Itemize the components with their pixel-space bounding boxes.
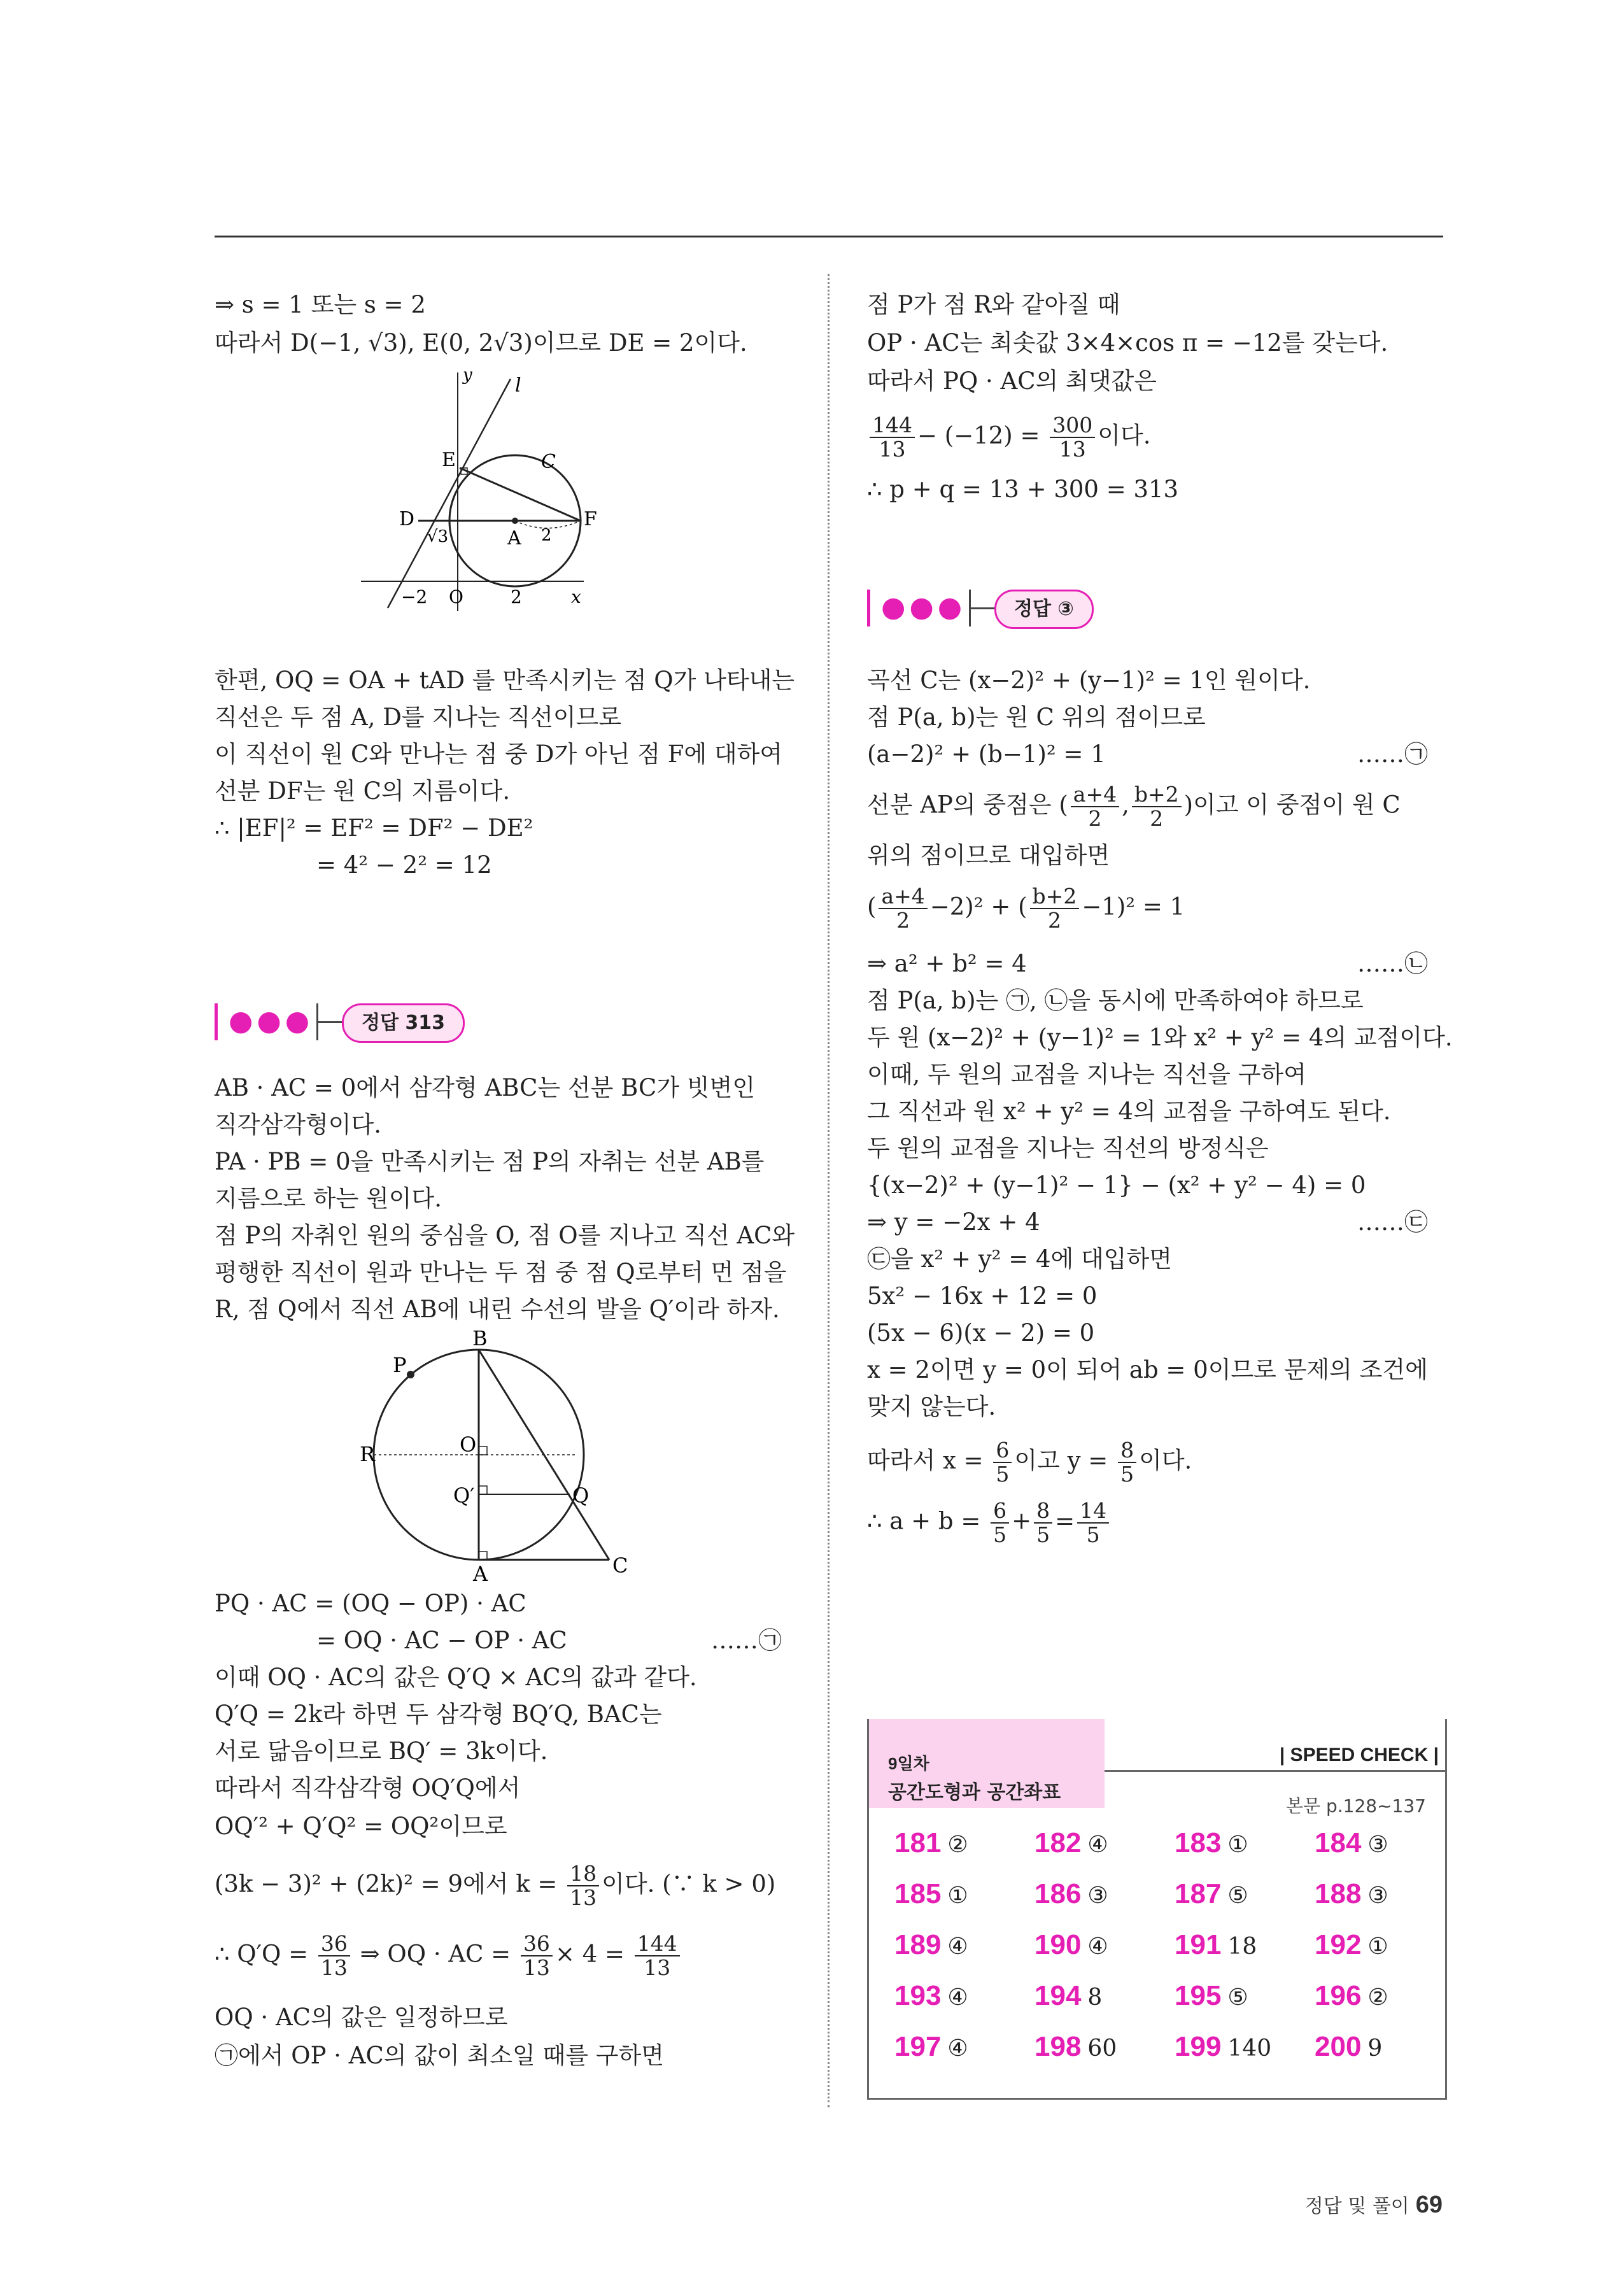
speed-check-item (894, 1980, 968, 2014)
label-c: C (541, 451, 556, 473)
page-number: 69 (1415, 2191, 1443, 2218)
problem-answer: 9 (1367, 2035, 1383, 2062)
speed-check-item (1175, 1929, 1257, 1963)
text-span: − (−12) = (917, 421, 1048, 449)
problem-number: 181 (894, 1827, 942, 1858)
text-span: ( (867, 893, 877, 921)
top-rule (215, 236, 1443, 237)
text-line: 점 P의 자취인 원의 중심을 O, 점 O를 지나고 직선 AC와 (215, 1222, 795, 1249)
text-line: ㉠에서 OP · AC의 값이 최소일 때를 구하면 (215, 2042, 664, 2069)
text-line: ⇒ a² + b² = 4 (867, 950, 1027, 977)
text-line: OQ · AC의 값은 일정하므로 (215, 2004, 508, 2031)
label-p: P (393, 1353, 407, 1377)
fraction: $\frac{6}{5}$ (991, 1499, 1009, 1546)
label-qprime: Q′ (453, 1483, 475, 1508)
label-o: O (460, 1433, 477, 1457)
label-l: l (515, 374, 521, 397)
problem-answer: ① (947, 1883, 968, 1909)
text-line: OP · AC는 최솟값 3×4×cos π = −12를 갖는다. (867, 329, 1388, 357)
problem-number: 197 (894, 2031, 942, 2062)
problem-answer: ④ (947, 1934, 968, 1960)
label-neg2: −2 (401, 586, 428, 607)
label-c2: C (612, 1553, 628, 1578)
fraction: $\frac{a+4}{2}$ (1071, 783, 1119, 830)
problem-number: 184 (1315, 1827, 1362, 1858)
text-line: {(x−2)² + (y−1)² − 1} − (x² + y² − 4) = 0 (867, 1171, 1366, 1199)
text-line: 두 원의 교점을 지나는 직선의 방정식은 (867, 1135, 1269, 1162)
text-span: + (1012, 1507, 1032, 1535)
problem-answer: ② (947, 1832, 968, 1858)
fraction: $\frac{144}{13}$ (870, 414, 915, 461)
column-divider (828, 274, 830, 2107)
speed-check-rule (1105, 1770, 1445, 1772)
speed-check-item (1034, 1929, 1108, 1963)
problem-answer: ② (1367, 1984, 1388, 2011)
problem-answer: ④ (947, 1984, 968, 2011)
mark-b: ……㉡ (1357, 950, 1428, 977)
text-line: 직선은 두 점 A, D를 지나는 직선이므로 (215, 704, 622, 731)
label-x2: 2 (511, 586, 522, 607)
problem-number: 190 (1034, 1929, 1082, 1960)
speed-check-item (1315, 1827, 1388, 1861)
day-label: 9일차 (888, 1754, 929, 1773)
speed-check-label: | SPEED CHECK | (1279, 1744, 1439, 1765)
right-angle-o (479, 1447, 487, 1455)
label-sqrt3: √3 (427, 527, 449, 546)
fraction: $\frac{b+2}{2}$ (1132, 783, 1182, 830)
fraction: $\frac{8}{5}$ (1118, 1439, 1136, 1486)
figure-circle-tangent (348, 365, 597, 614)
text-line: 따라서 D(−1, √3), E(0, 2√3)이므로 DE = 2이다. (215, 329, 747, 357)
text-line: 점 P가 점 R와 같아질 때 (867, 291, 1120, 318)
problem-number: 191 (1175, 1929, 1222, 1960)
text-span: ∴ a + b = (867, 1507, 989, 1535)
problem-number: 186 (1034, 1878, 1082, 1909)
text-line: 직각삼각형이다. (215, 1111, 381, 1138)
speed-check-item (1315, 1929, 1388, 1963)
label-e: E (442, 449, 456, 471)
center-point-a (512, 518, 518, 524)
fraction: $\frac{8}{5}$ (1034, 1499, 1052, 1546)
text-span: 따라서 x = (867, 1447, 991, 1475)
page-footer (1305, 2190, 1443, 2219)
problem-number: 192 (1315, 1929, 1362, 1960)
speed-check-item (1315, 1980, 1388, 2014)
right-angle-qp (479, 1486, 487, 1494)
text-span: 이다. (1098, 421, 1151, 449)
problem-answer: 60 (1087, 2035, 1117, 2062)
text-line: ∴ p + q = 13 + 300 = 313 (867, 476, 1179, 503)
answer-pill: 정답 ③ (994, 590, 1094, 629)
speed-check-item (1175, 1878, 1248, 1912)
mark-c: ……㉢ (1357, 1208, 1428, 1236)
text-line: 점 P(a, b)는 ㉠, ㉡을 동시에 만족하여야 하므로 (867, 987, 1364, 1014)
text-line: OQ′² + Q′Q² = OQ²이므로 (215, 1813, 507, 1840)
speed-check-item (1175, 1980, 1248, 2014)
tangent-line-l (388, 379, 511, 608)
text-span: = (1055, 1507, 1075, 1535)
fraction: $\frac{14}{5}$ (1077, 1499, 1109, 1546)
text-span: 이다. (∵ k > 0) (602, 1870, 776, 1898)
speed-check-item (894, 2031, 968, 2065)
text-line: 이때, 두 원의 교점을 지나는 직선을 구하여 (867, 1061, 1306, 1088)
text-line: ⇒ s = 1 또는 s = 2 (215, 291, 426, 318)
right-angle-a (479, 1552, 487, 1560)
fraction: $\frac{18}{13}$ (567, 1862, 599, 1909)
fraction: $\frac{144}{13}$ (635, 1932, 680, 1979)
fraction: $\frac{300}{13}$ (1050, 414, 1095, 461)
text-line (215, 1862, 775, 1909)
speed-check-item (1315, 2031, 1382, 2065)
problem-number: 193 (894, 1980, 942, 2011)
text-line: 두 원 (x−2)² + (y−1)² = 1와 x² + y² = 4의 교점이다. (867, 1024, 1453, 1051)
label-a2: A (473, 1562, 488, 1586)
speed-check-item (894, 1929, 968, 1963)
problem-number: 194 (1034, 1980, 1082, 2011)
text-span: −2)² + ( (929, 893, 1027, 921)
problem-answer: 8 (1087, 1984, 1103, 2011)
problem-number: 195 (1175, 1980, 1222, 2011)
problem-answer: ④ (1087, 1934, 1108, 1960)
speed-check-tab (869, 1719, 1105, 1808)
text-span: )이고 이 중점이 원 C (1183, 791, 1401, 819)
text-line: 위의 점이므로 대입하면 (867, 842, 1110, 869)
label-radius-2: 2 (541, 526, 552, 545)
text-line: (5x − 6)(x − 2) = 0 (867, 1319, 1095, 1347)
footer-text: 정답 및 풀이 (1304, 2195, 1409, 2218)
text-line: 한편, OQ = OA + tAD 를 만족시키는 점 Q가 나타내는 (215, 667, 795, 694)
text-line (867, 1499, 1112, 1546)
text-line: 서로 닮음이므로 BQ′ = 3k이다. (215, 1737, 548, 1765)
label-q: Q (572, 1483, 590, 1508)
speed-check-item (1034, 1980, 1102, 2014)
problem-number: 200 (1315, 2031, 1362, 2062)
text-span: ⇒ OQ · AC = (352, 1940, 518, 1968)
text-line: 이때 OQ · AC의 값은 Q′Q × AC의 값과 같다. (215, 1664, 697, 1691)
problem-answer: ⑤ (1227, 1883, 1248, 1909)
text-line (867, 783, 1401, 830)
fraction: $\frac{36}{13}$ (318, 1932, 350, 1979)
text-span: , (1122, 791, 1129, 819)
answer-pill: 정답 313 (342, 1003, 465, 1043)
text-line: PA · PB = 0을 만족시키는 점 P의 자취는 선분 AB를 (215, 1148, 765, 1175)
text-line: Q′Q = 2k라 하면 두 삼각형 BQ′Q, BAC는 (215, 1701, 662, 1728)
problem-answer: ⑤ (1227, 1984, 1248, 2011)
label-a: A (507, 527, 521, 549)
text-line (316, 1625, 567, 1656)
text-line: 따라서 직각삼각형 OQ′Q에서 (215, 1774, 521, 1802)
text-line: 평행한 직선이 원과 만나는 두 점 중 점 Q로부터 먼 점을 (215, 1259, 787, 1286)
problem-number: 182 (1034, 1827, 1082, 1858)
problem-number: 183 (1175, 1827, 1222, 1858)
text-line (867, 414, 1151, 461)
problem-answer: ① (1367, 1934, 1388, 1960)
label-y: y (463, 365, 472, 385)
text-span: 이다. (1139, 1447, 1192, 1475)
text-line: PQ · AC = (OQ − OP) · AC (215, 1590, 526, 1617)
speed-check-item (1175, 2031, 1271, 2065)
text-span: 선분 AP의 중점은 ( (867, 791, 1068, 819)
problem-number: 196 (1315, 1980, 1362, 2011)
label-f: F (584, 508, 597, 530)
text-span: (3k − 3)² + (2k)² = 9에서 k = (215, 1870, 565, 1898)
text-line: AB · AC = 0에서 삼각형 ABC는 선분 BC가 빗변인 (215, 1074, 756, 1101)
text-span: −1)² = 1 (1082, 893, 1185, 921)
text-line (867, 1439, 1192, 1486)
label-b: B (472, 1326, 488, 1350)
text-line: 그 직선과 원 x² + y² = 4의 교점을 구하여도 된다. (867, 1098, 1391, 1125)
topic-label: 공간도형과 공간좌표 (888, 1781, 1061, 1804)
text-line: R, 점 Q에서 직선 AB에 내린 수선의 발을 Q′이라 하자. (215, 1296, 780, 1323)
speed-check-item (1175, 1827, 1248, 1861)
problem-number: 185 (894, 1878, 942, 1909)
text-line: 점 P(a, b)는 원 C 위의 점이므로 (867, 704, 1206, 731)
problem-answer: ① (1227, 1832, 1248, 1858)
problem-answer: 140 (1227, 2035, 1272, 2062)
text-span: 이고 y = (1014, 1447, 1116, 1475)
text-line: ⇒ y = −2x + 4 (867, 1208, 1040, 1236)
text-line: x = 2이면 y = 0이 되어 ab = 0이므로 문제의 조건에 (867, 1356, 1428, 1383)
text-line: 선분 DF는 원 C의 지름이다. (215, 777, 511, 805)
text-line (867, 885, 1185, 932)
text-line: 지름으로 하는 원이다. (215, 1185, 442, 1212)
problem-answer: ③ (1367, 1832, 1388, 1858)
fraction: $\frac{6}{5}$ (993, 1439, 1012, 1486)
problem-answer: ④ (947, 2035, 968, 2062)
problem-answer: ④ (1087, 1832, 1108, 1858)
text-line: ∴ |EF|² = EF² = DF² − DE² (215, 814, 533, 842)
answer-header-313: ●●● 정답 313 (215, 1000, 571, 1044)
label-r: R (360, 1442, 376, 1466)
problem-number: 189 (894, 1929, 942, 1960)
page-range: 본문 p.128~137 (1285, 1795, 1426, 1816)
mark-1: ……㉠ (711, 1627, 782, 1654)
speed-check-item (894, 1878, 968, 1912)
point-p (407, 1371, 414, 1378)
label-x: x (571, 586, 581, 607)
problem-number: 187 (1175, 1878, 1222, 1909)
problem-number: 198 (1034, 2031, 1082, 2062)
figure-triangle-circle (360, 1326, 654, 1586)
label-d: D (399, 508, 415, 530)
fraction: $\frac{a+4}{2}$ (879, 885, 927, 932)
problem-number: 188 (1315, 1878, 1362, 1909)
speed-check-item (1034, 1827, 1108, 1861)
problem-answer: ③ (1087, 1883, 1108, 1909)
text-line: 5x² − 16x + 12 = 0 (867, 1282, 1098, 1310)
text-line: 곡선 C는 (x−2)² + (y−1)² = 1인 원이다. (867, 667, 1311, 694)
problem-answer: ③ (1367, 1883, 1388, 1909)
speed-check-item (1315, 1878, 1388, 1912)
text-line: 이 직선이 원 C와 만나는 점 중 D가 아닌 점 F에 대하여 (215, 740, 783, 768)
text-line: ㉢을 x² + y² = 4에 대입하면 (867, 1245, 1172, 1273)
fraction: $\frac{b+2}{2}$ (1030, 885, 1080, 932)
problem-number: 199 (1175, 2031, 1222, 2062)
problem-answer: 18 (1227, 1934, 1257, 1960)
text-span: ∴ Q′Q = (215, 1940, 316, 1968)
text-line: = 4² − 2² = 12 (316, 851, 492, 879)
text-line: (a−2)² + (b−1)² = 1 (867, 740, 1106, 768)
fraction: $\frac{36}{13}$ (521, 1932, 553, 1979)
text-span: = OQ · AC − OP · AC (316, 1627, 567, 1654)
mark-a: ……㉠ (1357, 740, 1428, 768)
answer-header-3: ●●● 정답 ③ (867, 586, 1224, 630)
speed-check-item (894, 1827, 968, 1861)
speed-check-box (867, 1719, 1447, 2100)
speed-check-item (1034, 2031, 1117, 2065)
text-line: 따라서 PQ · AC의 최댓값은 (867, 367, 1157, 395)
text-line (215, 1932, 682, 1979)
speed-check-item (1034, 1878, 1108, 1912)
label-origin: O (449, 586, 463, 607)
text-span: × 4 = (554, 1940, 632, 1968)
text-line: 맞지 않는다. (867, 1393, 996, 1420)
